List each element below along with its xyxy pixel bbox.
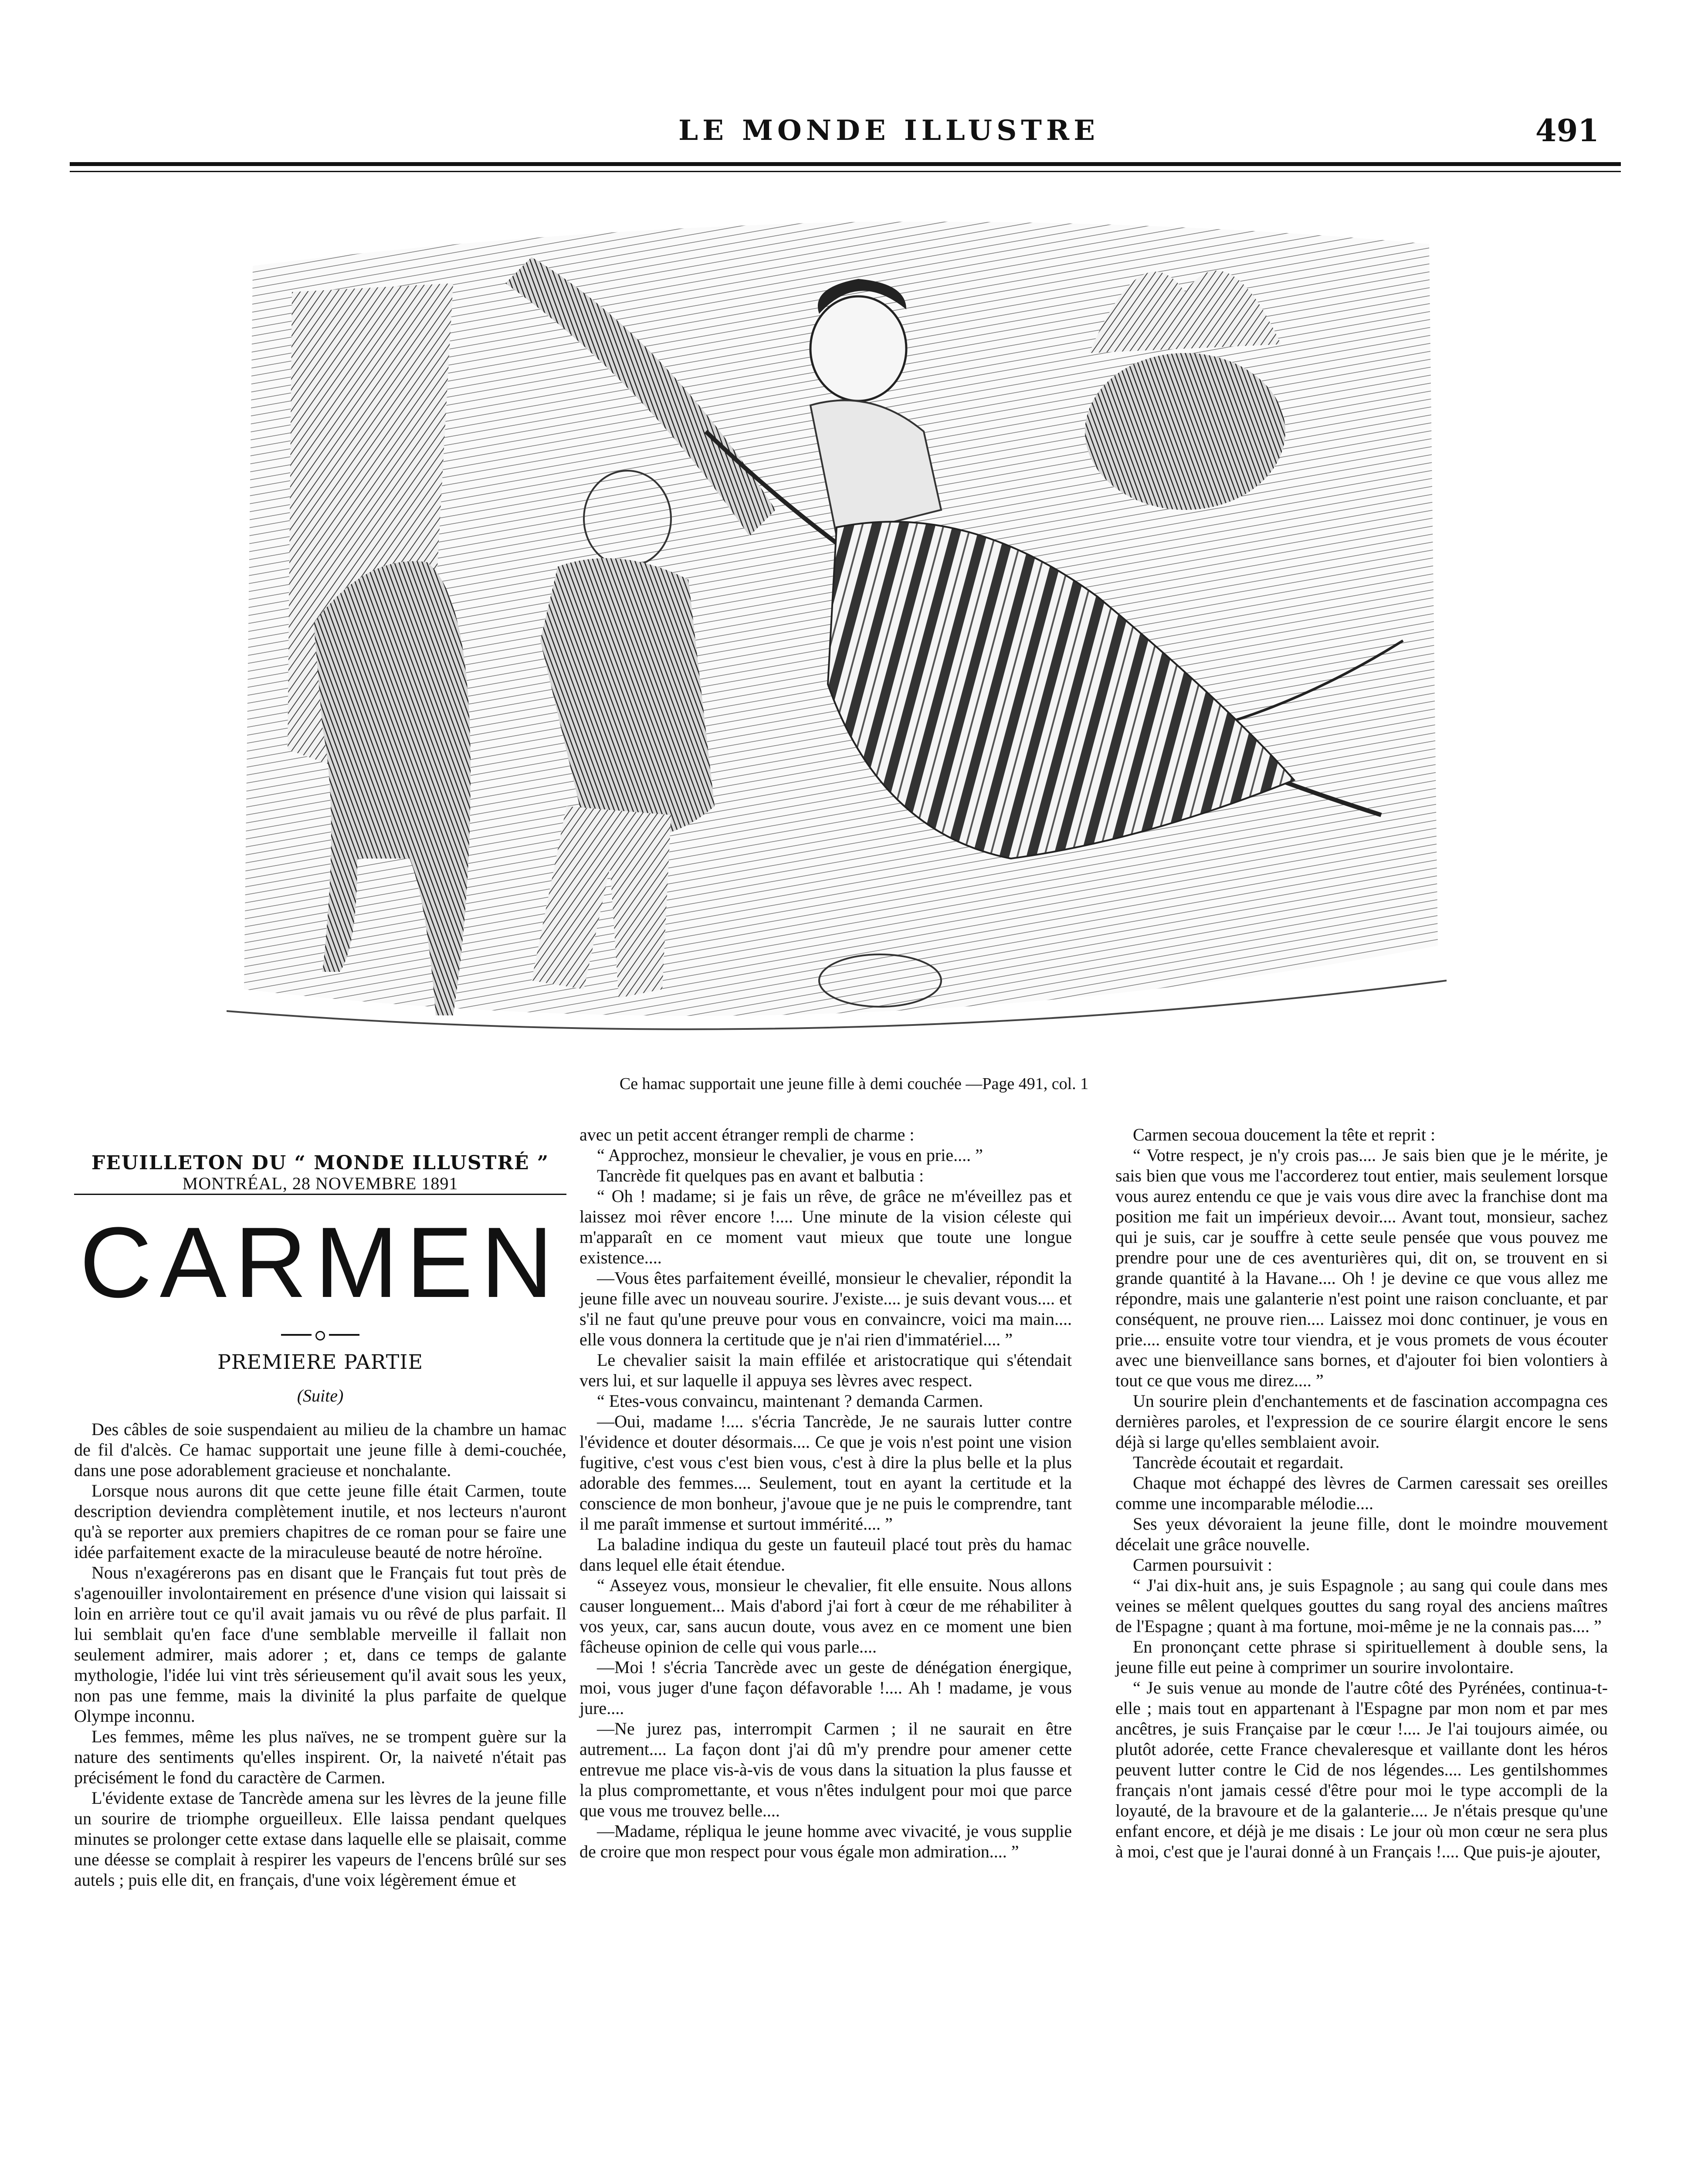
paragraph: Chaque mot échappé des lèvres de Carmen caressait ses oreilles comme une incomparable mélodie.... (1115, 1473, 1608, 1513)
paragraph: “ Votre respect, je n'y crois pas.... Je sais bien que je le mérite, je sais bien que vous me l'accorderez tout entier, mais seulement lorsque vous aurez entendu ce que je vais vous dire avec la franchise dont ma position me fait un impérieux devoir.... Avant tout, monsieur, sachez qui je suis, car je souffre à cette seule pensée que vous pouvez me prendre pour une de ces aventurières qui, dit on, se trouvent en si grande quantité à la Havane.... Oh ! je devine ce que vous allez me répondre, mais une galanterie n'est point une raison concluante, et par conséquent, ne prouve rien.... Laissez moi donc continuer, je vous en prie.... ensuite votre tour viendra, et je vous promets de vous écouter avec une bienveillance sans bornes, et d'ajouter foi bien volontiers à tout ce que vous me direz.... ” (1115, 1145, 1608, 1390)
feuilleton-heading: FEUILLETON DU “ MONDE ILLUSTRÉ ” (91, 1152, 549, 1174)
paragraph: Des câbles de soie suspendaient au milieu de la chambre un hamac de fil d'alcès. Ce hamac supportait une jeune fille à demi-couchée, dans une pose adorablement gracieuse et nonchalante. (74, 1419, 566, 1480)
story-title: CARMEN (79, 1206, 561, 1318)
paragraph: “ J'ai dix-huit ans, je suis Espagnole ; au sang qui coule dans mes veines se mêlent quelques gouttes du sang royal des anciens maîtres de l'Espagne ; quant à ma fortune, moi-même je ne la connais pas.... ” (1115, 1575, 1608, 1636)
column-2 (580, 1124, 1072, 1862)
dateline: MONTRÉAL, 28 NOVEMBRE 1891 (182, 1174, 458, 1193)
illustration-caption: Ce hamac supportait une jeune fille à demi couchée —Page 491, col. 1 (619, 1075, 1089, 1093)
paragraph: —Madame, répliqua le jeune homme avec vivacité, je vous supplie de croire que mon respect pour vous égale mon admiration.... ” (580, 1821, 1072, 1861)
page-number: 491 (1535, 112, 1599, 149)
paragraph: —Ne jurez pas, interrompit Carmen ; il ne saurait en être autrement.... La façon dont j'ai dû m'y prendre pour amener cette entrevue me place vis-à-vis de vous dans la situation la plus fausse et la plus compromettante, et vous n'êtes indulgent pour moi que parce que vous me trouvez belle.... (580, 1719, 1072, 1820)
ornament-bar-right (329, 1334, 359, 1336)
paragraph: —Vous êtes parfaitement éveillé, monsieur le chevalier, répondit la jeune fille avec un nouveau sourire. J'existe.... je suis devant vous.... et s'il ne faut qu'une preuve pour vous en convaincre, voici ma main.... elle vous donnera la certitude que je n'ai rien d'immatériel.... ” (580, 1268, 1072, 1349)
column-3 (1115, 1124, 1608, 1862)
header-rule-thick (70, 162, 1621, 166)
paragraph: Le chevalier saisit la main effilée et aristocratique qui s'étendait vers lui, et sur laquelle il appuya ses lèvres avec respect. (580, 1350, 1072, 1390)
paragraph: L'évidente extase de Tancrède amena sur les lèvres de la jeune fille un sourire de triomphe orgueilleux. Elle laissa pendant quelques minutes se prolonger cette extase dans laquelle elle se plaisait, comme une déesse se complait à respirer les vapeurs de l'encens brûlé sur ses autels ; puis elle dit, en français, d'une voix légèrement émue et (74, 1788, 566, 1890)
paragraph: —Moi ! s'écria Tancrède avec un geste de dénégation énergique, moi, vous juger d'une façon défavorable !.... Ah ! madame, je vous jure.... (580, 1657, 1072, 1718)
ornament-bar-left (281, 1334, 312, 1336)
paragraph: “ Etes-vous convaincu, maintenant ? demanda Carmen. (597, 1391, 983, 1411)
paragraph: Nous n'exagérerons pas en disant que le Français fut tout près de s'agenouiller involontairement en présence d'une vision qui laissait si loin en arrière tout ce qu'il avait jamais vu ou rêvé de plus parfait. Il lui semblait qu'en face d'une semblable merveille il fallait non seulement admirer, mais adorer ; et, dans ce temps de galante mythologie, l'idée lui vint très sérieusement qu'il avait sous les yeux, non pas une femme, mais la divinité la plus parfaite de quelque Olympe inconnu. (74, 1563, 566, 1726)
engraving-illustration (227, 205, 1447, 1068)
title-block (74, 1194, 566, 1406)
paragraph: “ Asseyez vous, monsieur le chevalier, fit elle ensuite. Nous allons causer longuement... Mais d'abord j'ai fort à cœur de me réhabiliter à vos yeux, car, sans aucun doute, vous avez en ce moment une bien fâcheuse opinion de celle qui vous parle.... (580, 1575, 1072, 1656)
paragraph: Ses yeux dévoraient la jeune fille, dont le moindre mouvement décelait une grâce nouvelle. (1115, 1514, 1608, 1554)
paragraph: Tancrède écoutait et regardait. (1133, 1453, 1344, 1472)
paragraph: “ Oh ! madame; si je fais un rêve, de grâce ne m'éveillez pas et laissez moi rêver encore !.... Une minute de la vision céleste qui m'apparaît en ce moment vaut mieux que toute une longue existence.... (580, 1186, 1072, 1267)
ornament-dot-icon (315, 1331, 325, 1341)
paragraph: Les femmes, même les plus naïves, ne se trompent guère sur la nature des sentiments qu'elles inspirent. Or, la naiveté n'était pas précisément le fond du caractère de Carmen. (74, 1727, 566, 1787)
part-title: PREMIERE PARTIE (217, 1350, 424, 1374)
engraving-illustration-icon (227, 205, 1447, 1068)
running-head: LE MONDE ILLUSTRE (678, 114, 1099, 147)
paragraph: Carmen poursuivit : (1133, 1555, 1272, 1575)
paragraph: Un sourire plein d'enchantements et de fascination accompagna ces dernières paroles, et l'expression de ce sourire élargit encore le sens déjà si large qu'elles semblaient avoir. (1115, 1391, 1608, 1452)
paragraph: En prononçant cette phrase si spirituellement à double sens, la jeune fille eut peine à comprimer un sourire involontaire. (1115, 1637, 1608, 1677)
paragraph: Lorsque nous aurons dit que cette jeune fille était Carmen, toute description deviendra complètement inutile, et nos lecteurs n'auront qu'à se reporter aux premiers chapitres de ce roman pour se faire une idée parfaitement exacte de la miraculeuse beauté de notre héroïne. (74, 1481, 566, 1562)
suite-label: (Suite) (297, 1386, 344, 1405)
paragraph: Carmen secoua doucement la tête et reprit : (1133, 1125, 1436, 1144)
ornament-divider (74, 1330, 566, 1339)
paragraph: —Oui, madame !.... s'écria Tancrède, Je ne saurais lutter contre l'évidence et douter désormais.... Ce que je vois n'est point une vision fugitive, c'est vous c'est bien vous, c'est à dire la plus belle et la plus adorable des femmes.... Seulement, tout en ayant la certitude et la conscience de mon bonheur, j'avoue que je ne puis le comprendre, tant il me paraît immense et surtout immérité.... ” (580, 1412, 1072, 1534)
paragraph: avec un petit accent étranger rempli de charme : (580, 1125, 915, 1144)
column-1 (74, 1153, 566, 1890)
paragraph: La baladine indiqua du geste un fauteuil placé tout près du hamac dans lequel elle était étendue. (580, 1534, 1072, 1575)
paragraph: “ Approchez, monsieur le chevalier, je vous en prie.... ” (597, 1145, 983, 1165)
paragraph: “ Je suis venue au monde de l'autre côté des Pyrénées, continua-t-elle ; mais tout en appartenant à l'Espagne par mon nom et par mes ancêtres, je suis Française par le cœur !.... Je l'ai toujours aimée, ou plutôt adorée, cette France chevaleresque et vaillante dont les héros peuvent lutter contre le Cid de nos légendes.... Les gentilshommes français n'ont jamais cessé d'être pour moi le type accompli de la loyauté, de la bravoure et de la galanterie.... Je n'étais presque qu'une enfant encore, et déjà je me disais : Le jour où mon cœur ne sera plus à moi, c'est que je l'aurai donné à un Français !.... Que puis-je ajouter, (1115, 1678, 1608, 1861)
paragraph: Tancrède fit quelques pas en avant et balbutia : (597, 1166, 924, 1185)
header-rule-thin (70, 171, 1621, 172)
